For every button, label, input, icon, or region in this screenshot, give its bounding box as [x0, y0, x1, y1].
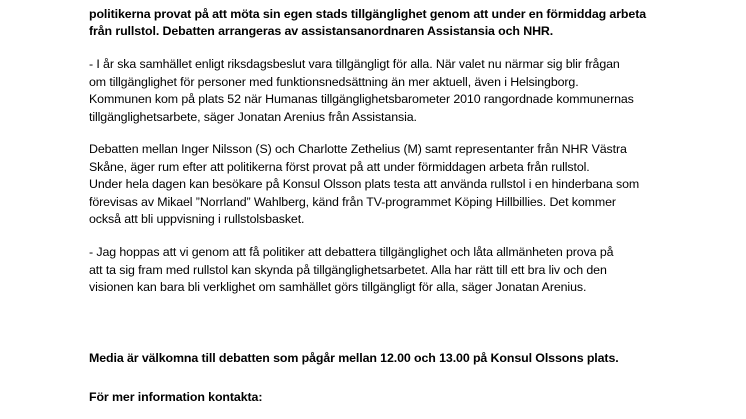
body-line-1: Skåne, äger rum efter att politikerna först provat på att under förmiddagen arbeta från rullstol. [89, 160, 590, 174]
quote2-line-1: att ta sig fram med rullstol kan skynda på tillgänglighetsarbetet. Alla har rätt till ett bra liv och den [89, 263, 607, 277]
lead-line-0: politikerna provat på att möta sin egen stads tillgänglighet genom att under en förmiddag arbeta [89, 7, 647, 21]
lead-line-1: från rullstol. Debatten arrangeras av assistansanordnaren Assistansia och NHR. [89, 24, 554, 38]
quote1-line-2: Kommunen kom på plats 52 när Humanas tillgänglighetsbarometer 2010 rangordnade kommunernas [89, 92, 634, 106]
media-notice: Media är välkomna till debatten som pågår mellan 12.00 och 13.00 på Konsul Olssons plats. [89, 351, 619, 365]
body-line-0: Debatten mellan Inger Nilsson (S) och Charlotte Zethelius (M) samt representanter från NHR Västra [89, 142, 627, 156]
quote2-line-2: visionen kan bara bli verklighet om samhället görs tillgängligt för alla, säger Jonatan Arenius. [89, 280, 587, 294]
body-line-2: Under hela dagen kan besökare på Konsul Olsson plats testa att använda rullstol i en hinderbana som [89, 177, 640, 191]
body-line-4: också att bli uppvisning i rullstolsbasket. [89, 212, 305, 226]
quote1-line-0: - I år ska samhället enligt riksdagsbeslut vara tillgängligt för alla. När valet nu närmar sig blir frågan [89, 57, 620, 71]
body-line-3: förevisas av Mikael ”Norrland” Wahlberg, känd från TV-programmet Köping Hillbillies. Det kommer [89, 195, 616, 209]
quote1-line-1: om tillgänglighet för personer med funktionsnedsättning än mer aktuell, även i Helsingborg. [89, 75, 579, 89]
quote2-line-0: - Jag hoppas att vi genom att få politiker att debattera tillgänglighet och låta allmänheten prova på [89, 245, 614, 259]
quote1-line-3: tillgänglighetsarbete, säger Jonatan Arenius från Assistansia. [89, 110, 417, 124]
contact-heading: För mer information kontakta: [89, 390, 263, 404]
